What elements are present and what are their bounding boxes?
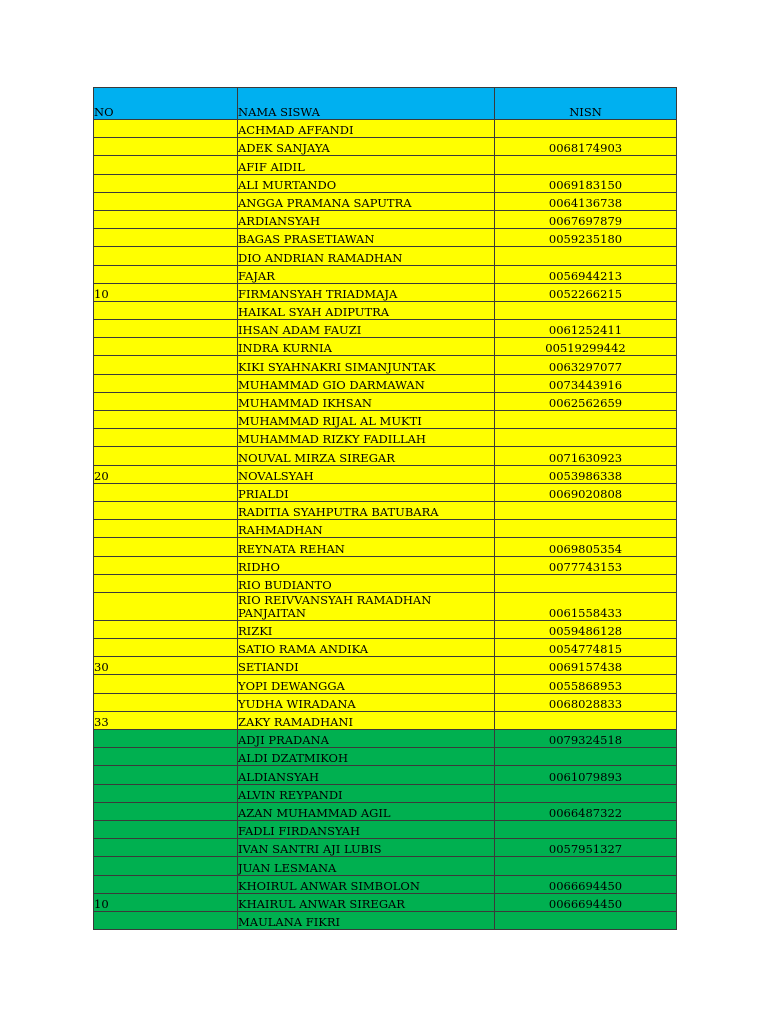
cell-nama-siswa: ANGGA PRAMANA SAPUTRA (238, 192, 495, 210)
table-row (94, 411, 677, 429)
cell-nama-siswa: IHSAN ADAM FAUZI (238, 320, 495, 338)
cell-nama-siswa: ACHMAD AFFANDI (238, 120, 495, 138)
cell-nama-siswa: BAGAS PRASETIAWAN (238, 229, 495, 247)
cell-nama-siswa: FIRMANSYAH TRIADMAJA (238, 283, 495, 301)
header-nisn: NISN (495, 88, 677, 120)
cell-nama-siswa: RAHMADHAN (238, 520, 495, 538)
cell-nisn (495, 574, 677, 592)
table-row (94, 538, 677, 556)
cell-nisn (495, 520, 677, 538)
table-row (94, 247, 677, 265)
cell-no (94, 392, 238, 410)
cell-nama-siswa: RIZKI (238, 620, 495, 638)
cell-nisn (495, 711, 677, 729)
cell-no (94, 501, 238, 519)
table-row (94, 657, 677, 675)
table-row (94, 748, 677, 766)
cell-no (94, 857, 238, 875)
cell-nama-siswa: MAULANA FIKRI (238, 911, 495, 929)
table-row (94, 120, 677, 138)
cell-no (94, 320, 238, 338)
table-row (94, 893, 677, 911)
cell-nisn: 0068174903 (495, 138, 677, 156)
cell-nama-siswa: RIO REIVVANSYAH RAMADHAN PANJAITAN (238, 592, 495, 620)
cell-nisn: 0069805354 (495, 538, 677, 556)
table-row (94, 875, 677, 893)
cell-no (94, 483, 238, 501)
cell-nisn: 0066694450 (495, 875, 677, 893)
cell-nama-siswa: KHAIRUL ANWAR SIREGAR (238, 893, 495, 911)
table-row (94, 465, 677, 483)
table-row (94, 711, 677, 729)
table-row (94, 483, 677, 501)
cell-nama-siswa: HAIKAL SYAH ADIPUTRA (238, 301, 495, 319)
cell-no (94, 639, 238, 657)
cell-nama-siswa: KIKI SYAHNAKRI SIMANJUNTAK (238, 356, 495, 374)
cell-nisn (495, 247, 677, 265)
cell-no (94, 802, 238, 820)
cell-nisn (495, 501, 677, 519)
cell-nisn: 0063297077 (495, 356, 677, 374)
table-row (94, 520, 677, 538)
cell-nama-siswa: KHOIRUL ANWAR SIMBOLON (238, 875, 495, 893)
table-row (94, 639, 677, 657)
table-row (94, 338, 677, 356)
cell-nisn: 0073443916 (495, 374, 677, 392)
cell-nisn: 0061079893 (495, 766, 677, 784)
cell-no (94, 411, 238, 429)
table-row (94, 693, 677, 711)
table-row (94, 138, 677, 156)
header-nama-siswa: NAMA SISWA (238, 88, 495, 120)
cell-nama-siswa: MUHAMMAD RIJAL AL MUKTI (238, 411, 495, 429)
cell-no (94, 784, 238, 802)
cell-nisn: 0054774815 (495, 639, 677, 657)
cell-nisn (495, 911, 677, 929)
table-row (94, 320, 677, 338)
table-row (94, 301, 677, 319)
table-row (94, 392, 677, 410)
cell-nama-siswa: YUDHA WIRADANA (238, 693, 495, 711)
table-row (94, 857, 677, 875)
cell-nama-siswa: NOUVAL MIRZA SIREGAR (238, 447, 495, 465)
cell-nama-siswa: FAJAR (238, 265, 495, 283)
cell-nisn (495, 784, 677, 802)
cell-nisn: 0066487322 (495, 802, 677, 820)
cell-nisn: 0068028833 (495, 693, 677, 711)
cell-no (94, 210, 238, 228)
cell-no (94, 192, 238, 210)
cell-nisn: 0077743153 (495, 556, 677, 574)
table-row (94, 501, 677, 519)
cell-nisn (495, 120, 677, 138)
cell-nama-siswa: SETIANDI (238, 657, 495, 675)
table-row (94, 620, 677, 638)
cell-nisn (495, 411, 677, 429)
table-row (94, 229, 677, 247)
cell-nisn: 00519299442 (495, 338, 677, 356)
table-row (94, 174, 677, 192)
cell-no (94, 229, 238, 247)
cell-no: 10 (94, 283, 238, 301)
table-row (94, 592, 677, 620)
cell-nama-siswa: SATIO RAMA ANDIKA (238, 639, 495, 657)
cell-nama-siswa: FADLI FIRDANSYAH (238, 820, 495, 838)
cell-nama-siswa: ALDIANSYAH (238, 766, 495, 784)
cell-no: 33 (94, 711, 238, 729)
cell-no (94, 875, 238, 893)
cell-no (94, 338, 238, 356)
cell-nama-siswa: RADITIA SYAHPUTRA BATUBARA (238, 501, 495, 519)
table-row (94, 839, 677, 857)
cell-no (94, 911, 238, 929)
cell-no (94, 766, 238, 784)
cell-nama-siswa: AFIF AIDIL (238, 156, 495, 174)
table-row (94, 429, 677, 447)
table-body (94, 120, 677, 930)
table-row (94, 730, 677, 748)
cell-no (94, 748, 238, 766)
cell-nisn: 0052266215 (495, 283, 677, 301)
table-row (94, 820, 677, 838)
cell-no (94, 120, 238, 138)
table-row (94, 192, 677, 210)
cell-nisn: 0059235180 (495, 229, 677, 247)
cell-nisn: 0066694450 (495, 893, 677, 911)
cell-nama-siswa: ALDI DZATMIKOH (238, 748, 495, 766)
table-row (94, 802, 677, 820)
cell-no: 30 (94, 657, 238, 675)
header-no: NO (94, 88, 238, 120)
cell-nama-siswa: AZAN MUHAMMAD AGIL (238, 802, 495, 820)
cell-no (94, 265, 238, 283)
cell-no (94, 620, 238, 638)
cell-nama-siswa: DIO ANDRIAN RAMADHAN (238, 247, 495, 265)
cell-no (94, 520, 238, 538)
cell-nama-siswa: RIDHO (238, 556, 495, 574)
table-row (94, 210, 677, 228)
cell-nisn: 0079324518 (495, 730, 677, 748)
cell-nama-siswa: PRIALDI (238, 483, 495, 501)
cell-no (94, 820, 238, 838)
cell-nama-siswa: ZAKY RAMADHANI (238, 711, 495, 729)
cell-no (94, 356, 238, 374)
cell-no (94, 301, 238, 319)
cell-nama-siswa: YOPI DEWANGGA (238, 675, 495, 693)
cell-nisn (495, 748, 677, 766)
cell-nama-siswa: REYNATA REHAN (238, 538, 495, 556)
cell-nisn: 0061558433 (495, 592, 677, 620)
cell-nama-siswa: ALI MURTANDO (238, 174, 495, 192)
cell-no (94, 156, 238, 174)
cell-nama-siswa: NOVALSYAH (238, 465, 495, 483)
header-row (94, 88, 677, 120)
cell-no (94, 556, 238, 574)
cell-nama-siswa: MUHAMMAD IKHSAN (238, 392, 495, 410)
cell-nama-siswa: INDRA KURNIA (238, 338, 495, 356)
cell-no (94, 429, 238, 447)
table-row (94, 766, 677, 784)
table-row (94, 156, 677, 174)
cell-nama-siswa: MUHAMMAD RIZKY FADILLAH (238, 429, 495, 447)
cell-no (94, 374, 238, 392)
cell-nisn (495, 820, 677, 838)
cell-nama-siswa: JUAN LESMANA (238, 857, 495, 875)
table-row (94, 265, 677, 283)
table-row (94, 283, 677, 301)
table-row (94, 556, 677, 574)
cell-nama-siswa: ARDIANSYAH (238, 210, 495, 228)
cell-nisn (495, 429, 677, 447)
table-row (94, 675, 677, 693)
cell-nisn: 0061252411 (495, 320, 677, 338)
cell-nama-siswa: ADEK SANJAYA (238, 138, 495, 156)
cell-nama-siswa: ADJI PRADANA (238, 730, 495, 748)
table-row (94, 356, 677, 374)
cell-nisn: 0069020808 (495, 483, 677, 501)
cell-nama-siswa: RIO BUDIANTO (238, 574, 495, 592)
cell-no (94, 138, 238, 156)
cell-no: 20 (94, 465, 238, 483)
cell-nisn: 0062562659 (495, 392, 677, 410)
cell-no (94, 574, 238, 592)
cell-no (94, 447, 238, 465)
cell-nisn: 0059486128 (495, 620, 677, 638)
cell-no (94, 592, 238, 620)
cell-nisn: 0071630923 (495, 447, 677, 465)
cell-no (94, 730, 238, 748)
cell-nisn: 0069157438 (495, 657, 677, 675)
cell-nama-siswa: ALVIN REYPANDI (238, 784, 495, 802)
table-row (94, 784, 677, 802)
cell-nisn: 0053986338 (495, 465, 677, 483)
cell-nama-siswa: IVAN SANTRI AJI LUBIS (238, 839, 495, 857)
cell-nama-siswa: MUHAMMAD GIO DARMAWAN (238, 374, 495, 392)
cell-nisn: 0056944213 (495, 265, 677, 283)
table-row (94, 911, 677, 929)
cell-nisn: 0069183150 (495, 174, 677, 192)
cell-nisn: 0055868953 (495, 675, 677, 693)
cell-nisn (495, 156, 677, 174)
cell-no (94, 839, 238, 857)
cell-no (94, 693, 238, 711)
cell-no (94, 538, 238, 556)
cell-no (94, 174, 238, 192)
cell-nisn: 0067697879 (495, 210, 677, 228)
student-table (93, 87, 677, 930)
cell-nisn (495, 301, 677, 319)
cell-no: 10 (94, 893, 238, 911)
cell-no (94, 675, 238, 693)
cell-no (94, 247, 238, 265)
cell-nisn: 0064136738 (495, 192, 677, 210)
cell-nisn: 0057951327 (495, 839, 677, 857)
table-row (94, 374, 677, 392)
table-row (94, 574, 677, 592)
cell-nisn (495, 857, 677, 875)
table-row (94, 447, 677, 465)
